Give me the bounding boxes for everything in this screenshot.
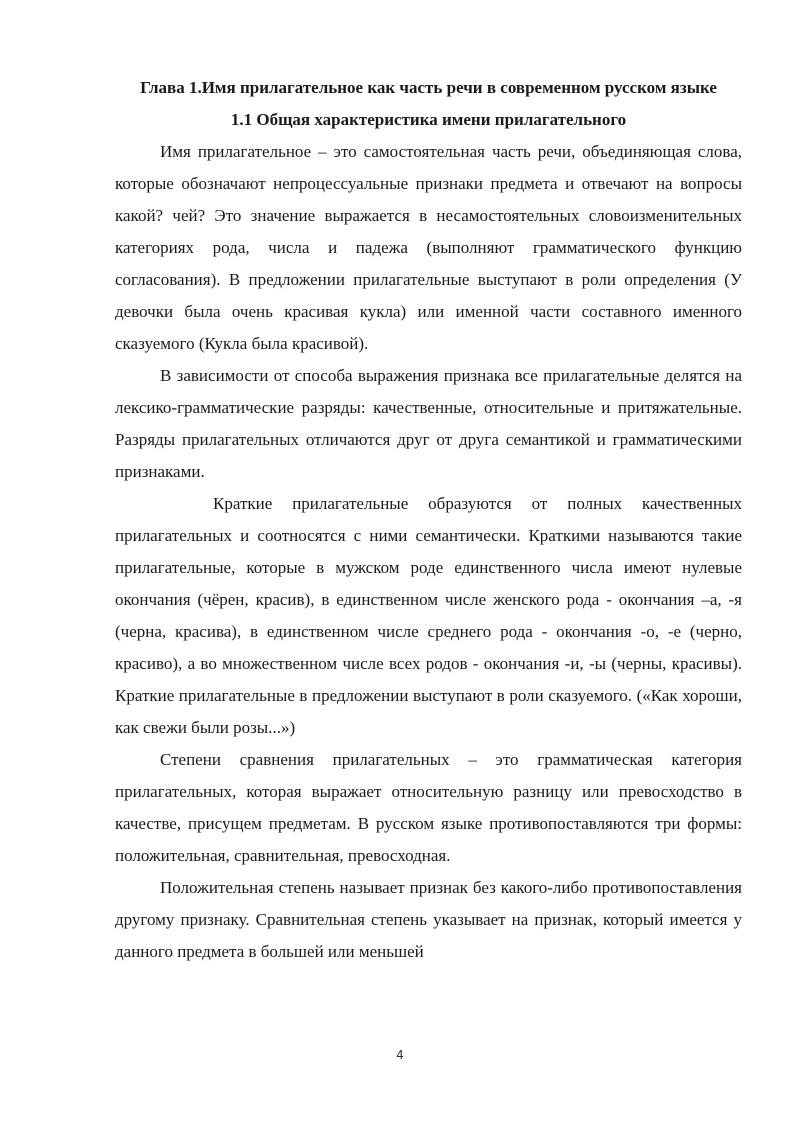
page-number: 4 (396, 1048, 404, 1062)
page-content (115, 72, 742, 968)
paragraph-definition: Имя прилагательное – это самостоятельная часть речи, объединяющая слова, которые обозначают непроцессуальные признаки предмета и отвечают на вопросы какой? чей? Это значение выражается в несамостоятельных словоизменительных категориях рода, числа и падежа (выполняют грамматического функцию согласования). В предложении прилагательные выступают в роли определения (У девочки была очень красивая кукла) или именной части составного именного сказуемого (Кукла была красивой). (115, 142, 742, 353)
paragraph-categories: В зависимости от способа выражения признака все прилагательные делятся на лексико-грамматические разряды: качественные, относительные и притяжательные. Разряды прилагательных отличаются друг от друга семантикой и грамматическими признаками. (115, 366, 742, 481)
chapter-title: Глава 1.Имя прилагательное как часть речи в современном русском языке (140, 78, 717, 97)
section-title: 1.1 Общая характеристика имени прилагательного (230, 110, 627, 129)
paragraph-short-adjectives: Краткие прилагательные образуются от полных качественных прилагательных и соотносятся с ними семантически. Краткими называются такие прилагательные, которые в мужском роде единственного числа имеют нулевые окончания (чёрен, красив), в единственном числе женского рода - окончания –а, -я (черна, красива), в единственном числе среднего рода - окончания -о, -е (черно, красиво), а во множественном числе всех родов - окончания -и, -ы (черны, красивы). Краткие прилагательные в предложении выступают в роли сказуемого. («Как хороши, как свежи были розы...») (115, 494, 742, 737)
paragraph-positive-degree: Положительная степень называет признак без какого-либо противопоставления другому признаку. Сравнительная степень указывает на признак, который имеется у данного предмета в большей или меньшей (115, 878, 742, 961)
paragraph-degrees: Степени сравнения прилагательных – это грамматическая категория прилагательных, которая выражает относительную разницу или превосходство в качестве, присущем предметам. В русском языке противопоставляются три формы: положительная, сравнительная, превосходная. (115, 750, 742, 865)
